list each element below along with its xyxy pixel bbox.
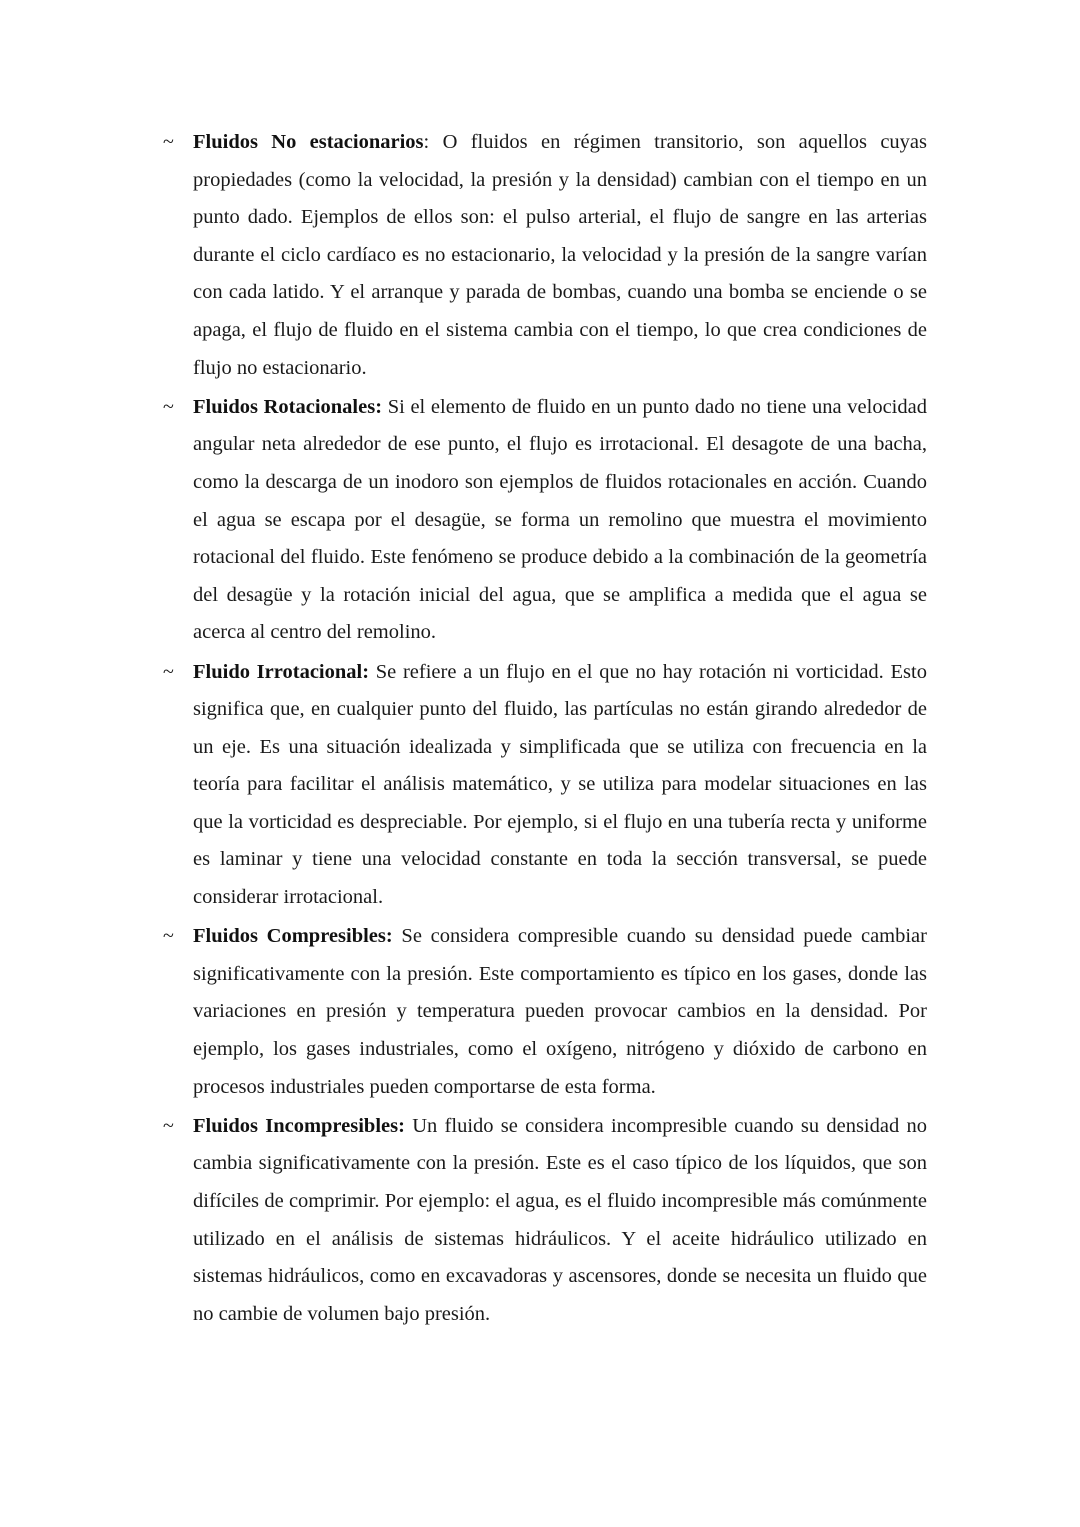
item-term: Fluidos Rotacionales:: [193, 395, 383, 418]
tilde-bullet-icon: ~: [163, 1114, 174, 1137]
tilde-bullet-icon: ~: [163, 660, 174, 683]
item-text: O fluidos en régimen transitorio, son aquellos cuyas propiedades (como la velocidad, la presión y la densidad) cambian con el tiempo en un punto dado. Ejemplos de ellos son: el pulso arterial, el flujo de sangre en las arterias durante el ciclo cardíaco es no estacionario, la velocidad y la presión de la sangre varían con cada latido. Y el arranque y parada de bombas, cuando una bomba se enciende o se apaga, el flujo de fluido en el sistema cambia con el tiempo, lo que crea condiciones de flujo no estacionario.: [193, 131, 927, 379]
list-item: [163, 1108, 927, 1334]
item-term: Fluido Irrotacional:: [193, 660, 370, 683]
item-term: Fluidos Incompresibles:: [193, 1114, 405, 1137]
list-item: [163, 654, 927, 917]
item-separator: :: [423, 131, 430, 153]
tilde-bullet-icon: ~: [163, 395, 174, 418]
list-item: [163, 124, 927, 387]
item-text: Se refiere a un flujo en el que no hay rotación ni vorticidad. Esto significa que, en cualquier punto del fluido, las partículas no están girando alrededor de un eje. Es una situación idealizada y simplificada que se utiliza con frecuencia en la teoría para facilitar el análisis matemático, y se utiliza para modelar situaciones en las que la vorticidad es despreciable. Por ejemplo, si el flujo en una tubería recta y uniforme es laminar y tiene una velocidad constante en toda la sección transversal, se puede considerar irrotacional.: [193, 660, 927, 909]
tilde-bullet-icon: ~: [163, 131, 174, 153]
item-term: Fluidos No estacionarios: [193, 131, 424, 153]
item-text: Si el elemento de fluido en un punto dado no tiene una velocidad angular neta alrededor de ese punto, el flujo es irrotacional. El desagote de una bacha, como la descarga de un inodoro son ejemplos de fluidos rotacionales en acción. Cuando el agua se escapa por el desagüe, se forma un remolino que muestra el movimiento rotacional del fluido. Este fenómeno se produce debido a la combinación de la geometría del desagüe y la rotación inicial del agua, que se amplifica a medida que el agua se acerca al centro del remolino.: [193, 395, 927, 644]
item-text: Un fluido se considera incompresible cuando su densidad no cambia significativamente con la presión. Este es el caso típico de los líquidos, que son difíciles de comprimir. Por ejemplo: el agua, es el fluido incompresible más comúnmente utilizado en el análisis de sistemas hidráulicos. Y el aceite hidráulico utilizado en sistemas hidráulicos, como en excavadoras y ascensores, donde se necesita un fluido que no cambie de volumen bajo presión.: [193, 1114, 928, 1325]
tilde-bullet-icon: ~: [163, 925, 174, 948]
list-item: [163, 918, 927, 1106]
item-text: Se considera compresible cuando su densidad puede cambiar significativamente con la presión. Este comportamiento es típico en los gases, donde las variaciones en presión y temperatura pueden provocar cambios en la densidad. Por ejemplo, los gases industriales, como el oxígeno, nitrógeno y dióxido de carbono en procesos industriales pueden comportarse de esta forma.: [193, 925, 927, 1098]
item-term: Fluidos Compresibles:: [193, 925, 393, 948]
list-item: [163, 389, 927, 652]
fluid-types-list: [163, 124, 927, 1335]
